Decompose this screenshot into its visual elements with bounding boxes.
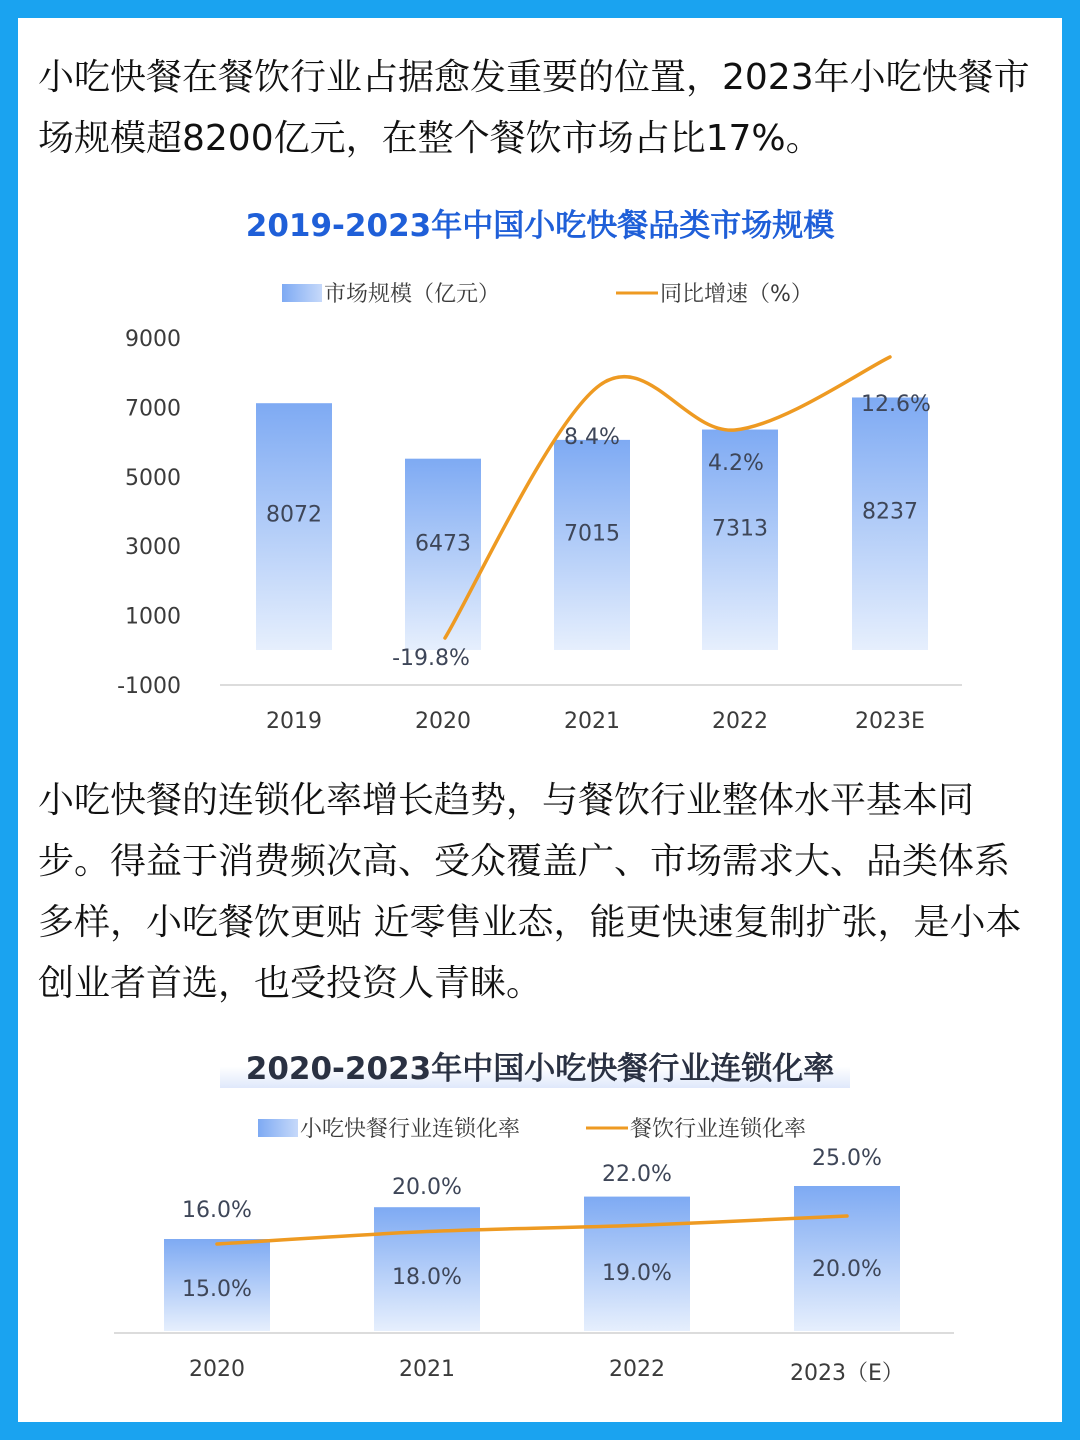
industry-rate-label: 22.0% <box>602 1162 672 1187</box>
industry-rate-label: 16.0% <box>182 1198 252 1223</box>
y-tick-label: 3000 <box>125 535 181 561</box>
bar-value-label: 7313 <box>712 516 768 542</box>
growth-rate-label: 4.2% <box>708 451 764 476</box>
market-size-chart-title: 2019-2023年中国小吃快餐品类市场规模 <box>245 208 835 244</box>
chain-rate-chart-title: 2020-2023年中国小吃快餐行业连锁化率 <box>245 1051 835 1087</box>
x-tick-label: 2020 <box>415 709 471 734</box>
y-tick-label: 9000 <box>125 327 181 352</box>
intro-paragraph: 小吃快餐在餐饮行业占据愈发重要的位置，2023年小吃快餐市场规模超8200亿元，在整个餐饮市场占比17%。 <box>38 57 1030 159</box>
y-tick-label: -1000 <box>117 674 181 699</box>
growth-rate-label: -19.8% <box>392 646 470 671</box>
bar-value-label: 15.0% <box>182 1277 252 1303</box>
industry-chain-rate-line <box>217 1216 847 1244</box>
x-tick-label: 2019 <box>266 709 322 734</box>
market-size-chart <box>117 282 962 734</box>
bar-value-label: 18.0% <box>392 1264 462 1290</box>
x-tick-label: 2022 <box>609 1357 665 1382</box>
bar-value-label: 8072 <box>266 502 322 528</box>
bar-value-label: 8237 <box>862 499 918 525</box>
x-tick-label: 2023E <box>855 709 925 734</box>
legend-line-label: 餐饮行业连锁化率 <box>630 1117 807 1142</box>
chain-rate-paragraph: 小吃快餐的连锁化率增长趋势，与餐饮行业整体水平基本同步。得益于消费频次高、受众覆盖广、市场需求大、品类体系多样，小吃餐饮更贴 近零售业态，能更快速复制扩张，是小本创业者首选，也受投资人青睐。 <box>38 780 1022 1004</box>
industry-rate-label: 25.0% <box>812 1146 882 1171</box>
x-tick-label: 2021 <box>399 1357 455 1382</box>
x-tick-label: 2020 <box>189 1357 245 1382</box>
x-tick-label: 2021 <box>564 709 620 734</box>
growth-rate-label: 8.4% <box>564 425 620 450</box>
legend-bar-swatch <box>282 284 322 302</box>
y-tick-label: 1000 <box>125 604 181 630</box>
x-tick-label: 2023（E） <box>790 1361 904 1386</box>
x-tick-label: 2022 <box>712 709 768 734</box>
bar-value-label: 20.0% <box>812 1256 882 1282</box>
chain-rate-chart <box>114 1117 954 1386</box>
legend-bar-swatch <box>258 1119 298 1137</box>
growth-rate-line <box>445 357 890 638</box>
industry-rate-label: 20.0% <box>392 1175 462 1200</box>
legend-bar-label: 小吃快餐行业连锁化率 <box>300 1117 521 1142</box>
bar-value-label: 19.0% <box>602 1260 672 1286</box>
legend-bar-label: 市场规模（亿元） <box>324 282 501 307</box>
y-tick-label: 7000 <box>125 396 181 422</box>
y-tick-label: 5000 <box>125 465 181 491</box>
growth-rate-label: 12.6% <box>861 392 931 417</box>
legend-line-label: 同比增速（%） <box>660 282 813 307</box>
bar-value-label: 7015 <box>564 521 620 547</box>
bar-value-label: 6473 <box>415 531 471 557</box>
